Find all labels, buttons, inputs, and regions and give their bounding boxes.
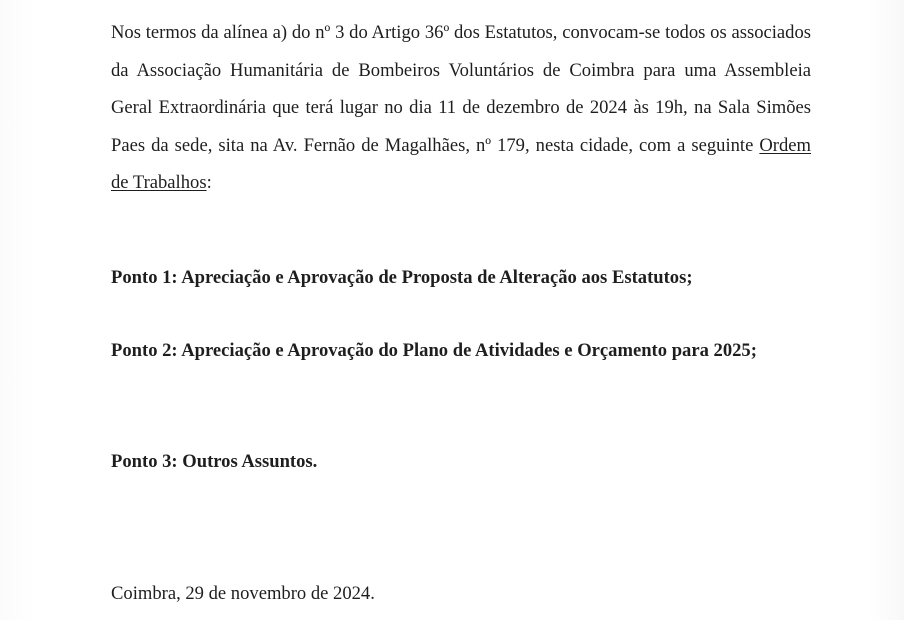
place-and-date: Coimbra, 29 de novembro de 2024.	[111, 583, 375, 604]
convocation-paragraph	[111, 14, 811, 202]
convocation-colon: :	[206, 172, 212, 193]
convocation-text: Nos termos da alínea a) do nº 3 do Artigo 36º dos Estatutos, convocam-se todos os associados da Associação Humanitária de Bombeiros Voluntários de Coimbra para uma Assembleia Geral Extraordinária que terá lugar no dia 11 de dezembro de 2024 às 19h, na Sala Simões Paes da sede, sita na Av. Fernão de Magalhães, nº 179, nesta cidade, com a seguinte	[111, 22, 811, 156]
agenda-point-3: Ponto 3: Outros Assuntos.	[111, 451, 318, 472]
agenda-point-2: Ponto 2: Apreciação e Aprovação do Plano de Atividades e Orçamento para 2025;	[111, 340, 757, 361]
agenda-heading-underlined: Ordem de Trabalhos	[111, 134, 811, 193]
agenda-point-1: Ponto 1: Apreciação e Aprovação de Proposta de Alteração aos Estatutos;	[111, 267, 693, 288]
